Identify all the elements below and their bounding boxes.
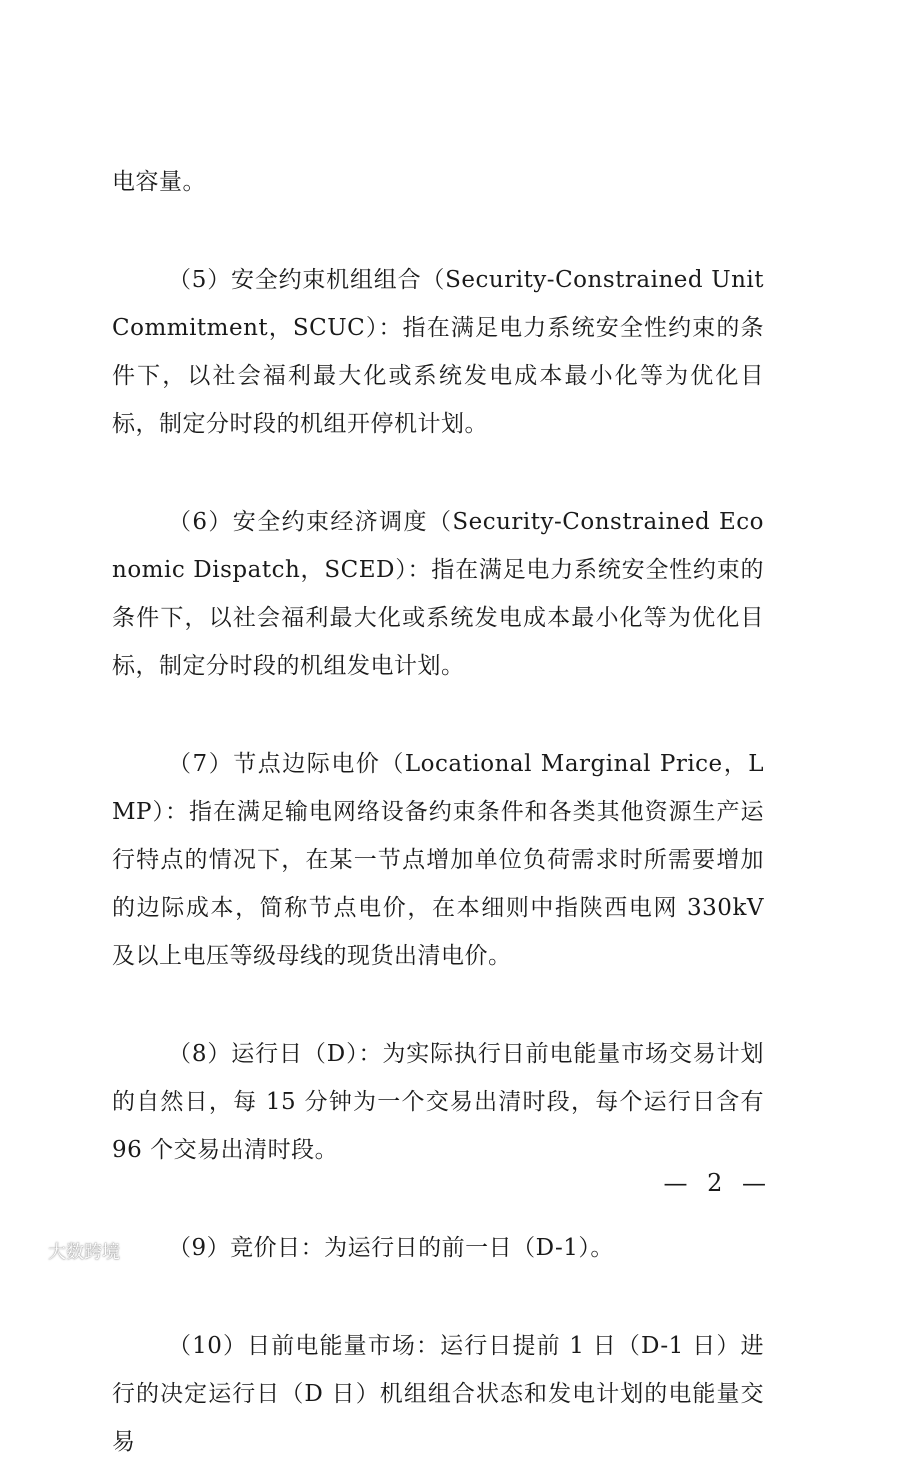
watermark	[6, 1238, 120, 1264]
paragraph-continuation: 电容量。	[112, 169, 206, 195]
brand-logo-icon	[6, 1240, 42, 1262]
paragraph-day-ahead-market: （10）日前电能量市场：运行日提前 1 日（D-1 日）进行的决定运行日（D 日）机组组合状态和发电计划的电能量交易	[112, 1333, 764, 1455]
paragraph-operating-day: （8）运行日（D）：为实际执行日前电能量市场交易计划的自然日，每 15 分钟为一个交易出清时段，每个运行日含有 96 个交易出清时段。	[112, 1041, 764, 1163]
document-body	[112, 158, 764, 1466]
paragraph-lmp: （7）节点边际电价（Locational Marginal Price，LMP）：指在满足输电网络设备约束条件和各类其他资源生产运行特点的情况下，在某一节点增加单位负荷需求时所需要增加的边际成本，简称节点电价，在本细则中指陕西电网 330kV 及以上电压等级母线的现货出清电价。	[112, 751, 764, 969]
page-number: — 2 —	[663, 1169, 772, 1197]
watermark-text: 大数跨境	[48, 1242, 120, 1263]
paragraph-scuc: （5）安全约束机组组合（Security-Constrained Unit Commitment，SCUC）：指在满足电力系统安全性约束的条件下，以社会福利最大化或系统发电成本最小化等为优化目标，制定分时段的机组开停机计划。	[112, 267, 764, 437]
paragraph-sced: （6）安全约束经济调度（Security-Constrained Economic Dispatch，SCED）：指在满足电力系统安全性约束的条件下，以社会福利最大化或系统发电成本最小化等为优化目标，制定分时段的机组发电计划。	[112, 509, 764, 679]
paragraph-bidding-day: （9）竞价日：为运行日的前一日（D-1）。	[168, 1235, 614, 1261]
